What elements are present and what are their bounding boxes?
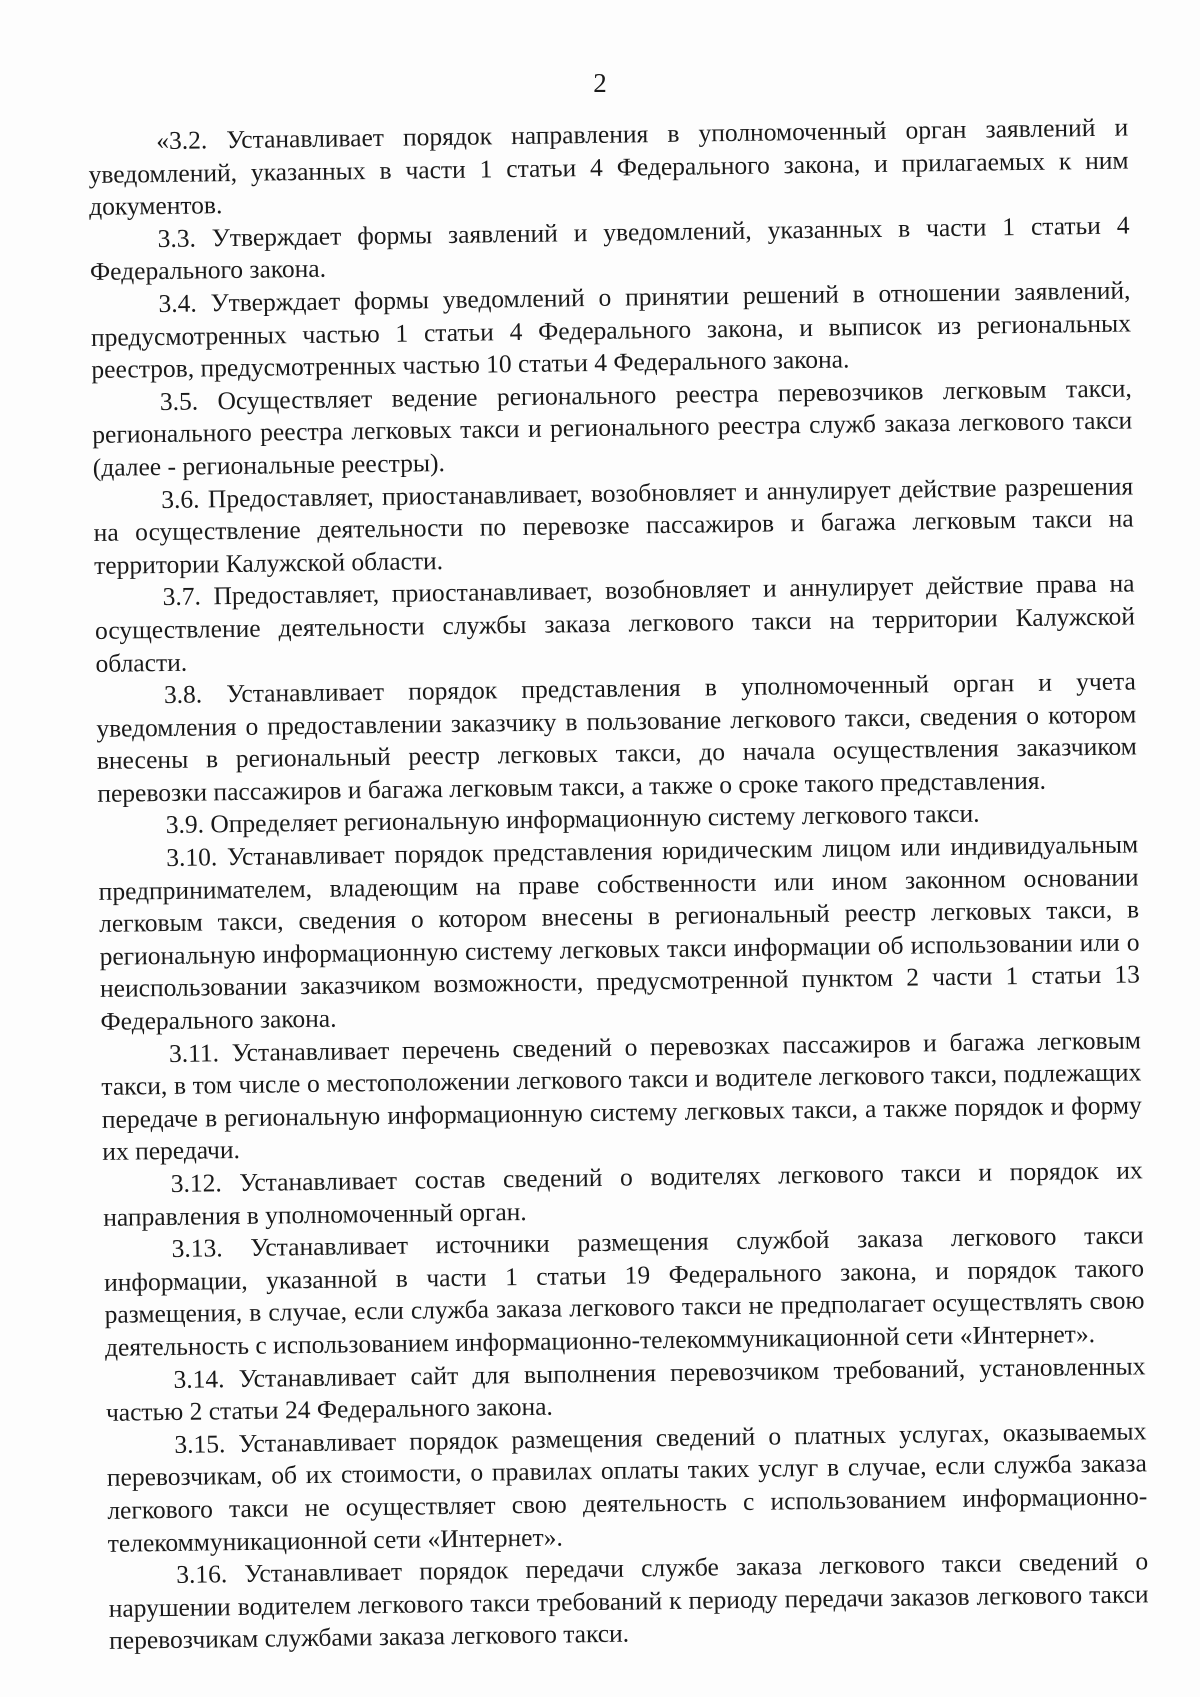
paragraph-3-9: 3.9. Определяет региональную информационную систему легкового такси. xyxy=(165,799,980,840)
paragraph-3-13: 3.13. Устанавливает источники размещения службой заказа легкового такси информации, указанной в части 1 статьи 19 Федерального закона, и порядок такого размещения, в случае, если служба заказа легкового такси не предполагает осуществлять свою деятельность с использованием информационно-телекоммуникационной сети «Интернет». xyxy=(103,1220,1145,1362)
paragraph-3-15: 3.15. Устанавливает порядок размещения сведений о платных услугах, оказываемых перевозчикам, об их стоимости, о правилах оплаты таких услуг в случае, если служба заказа легкового такси не осуществляет свою деятельность с использованием информационно-телекоммуникационной сети «Интернет». xyxy=(106,1416,1148,1558)
paragraph-3-12: 3.12. Устанавливает состав сведений о водителях легкового такси и порядок их направления в уполномоченный орган. xyxy=(103,1155,1143,1232)
paragraph-3-5: 3.5. Осуществляет ведение регионального реестра перевозчиков легковым такси, регионального реестра легковых такси и регионального реестра служб заказа легкового такси (далее - региональные реестры). xyxy=(92,373,1133,482)
paragraph-3-7: 3.7. Предоставляет, приостанавливает, возобновляет и аннулирует действие права на осуществление деятельности службы заказа легкового такси на территории Калужской области. xyxy=(94,568,1136,678)
paragraph-3-4: 3.4. Утверждает формы уведомлений о принятии решений в отношении заявлений, предусмотренных частью 1 статьи 4 Федерального закона, и выписок из региональных реестров, предусмотренных частью 10 статьи 4 Федерального закона. xyxy=(90,275,1132,385)
paragraph-3-10: 3.10. Устанавливает порядок представления юридическим лицом или индивидуальным предпринимателем, владеющим на праве собственности или ином законном основании легковым такси, сведения о котором внесены в региональный реестр легковых такси, в региональную информационную систему легковых такси информации об использовании или о неиспользовании заказчиком возможности, предусмотренной пунктом 2 части 1 статьи 13 Федерального закона. xyxy=(98,829,1141,1036)
page-number: 2 xyxy=(593,68,607,98)
document-body xyxy=(88,111,1149,1657)
paragraph-3-6: 3.6. Предоставляет, приостанавливает, возобновляет и аннулирует действие разрешения на осуществление деятельности по перевозке пассажиров и багажа легковым такси на территории Калужской области. xyxy=(93,470,1134,580)
paragraph-3-2: «3.2. Устанавливает порядок направления в уполномоченный орган заявлений и уведомлений, указанных в части 1 статьи 4 Федерального закона, и прилагаемых к ним документов. xyxy=(88,112,1129,222)
paragraph-3-11: 3.11. Устанавливает перечень сведений о перевозках пассажиров и багажа легковым такси, в том числе о местоположении легкового такси и водителе легкового такси, подлежащих передаче в региональную информационную систему легковых такси, а также порядок и форму их передачи. xyxy=(101,1025,1142,1167)
paragraph-3-3: 3.3. Утверждает формы заявлений и уведомлений, указанных в части 1 статьи 4 Федерального закона. xyxy=(89,210,1130,287)
paragraph-3-14: 3.14. Устанавливает сайт для выполнения перевозчиком требований, установленных частью 2 статьи 24 Федерального закона. xyxy=(105,1350,1146,1428)
paragraph-3-8: 3.8. Устанавливает порядок представления в уполномоченный орган и учета уведомления о предоставлении заказчику в пользование легкового такси, сведения о котором внесены в региональный реестр легковых такси, до начала осуществления заказчиком перевозки пассажиров и багажа легковым такси, а также о сроке такого представления. xyxy=(96,666,1137,808)
paragraph-3-16: 3.16. Устанавливает порядок передачи службе заказа легкового такси сведений о нарушении водителем легкового такси требований к периоду передачи заказов легкового такси перевозчикам службами заказа легкового такси. xyxy=(108,1546,1149,1656)
